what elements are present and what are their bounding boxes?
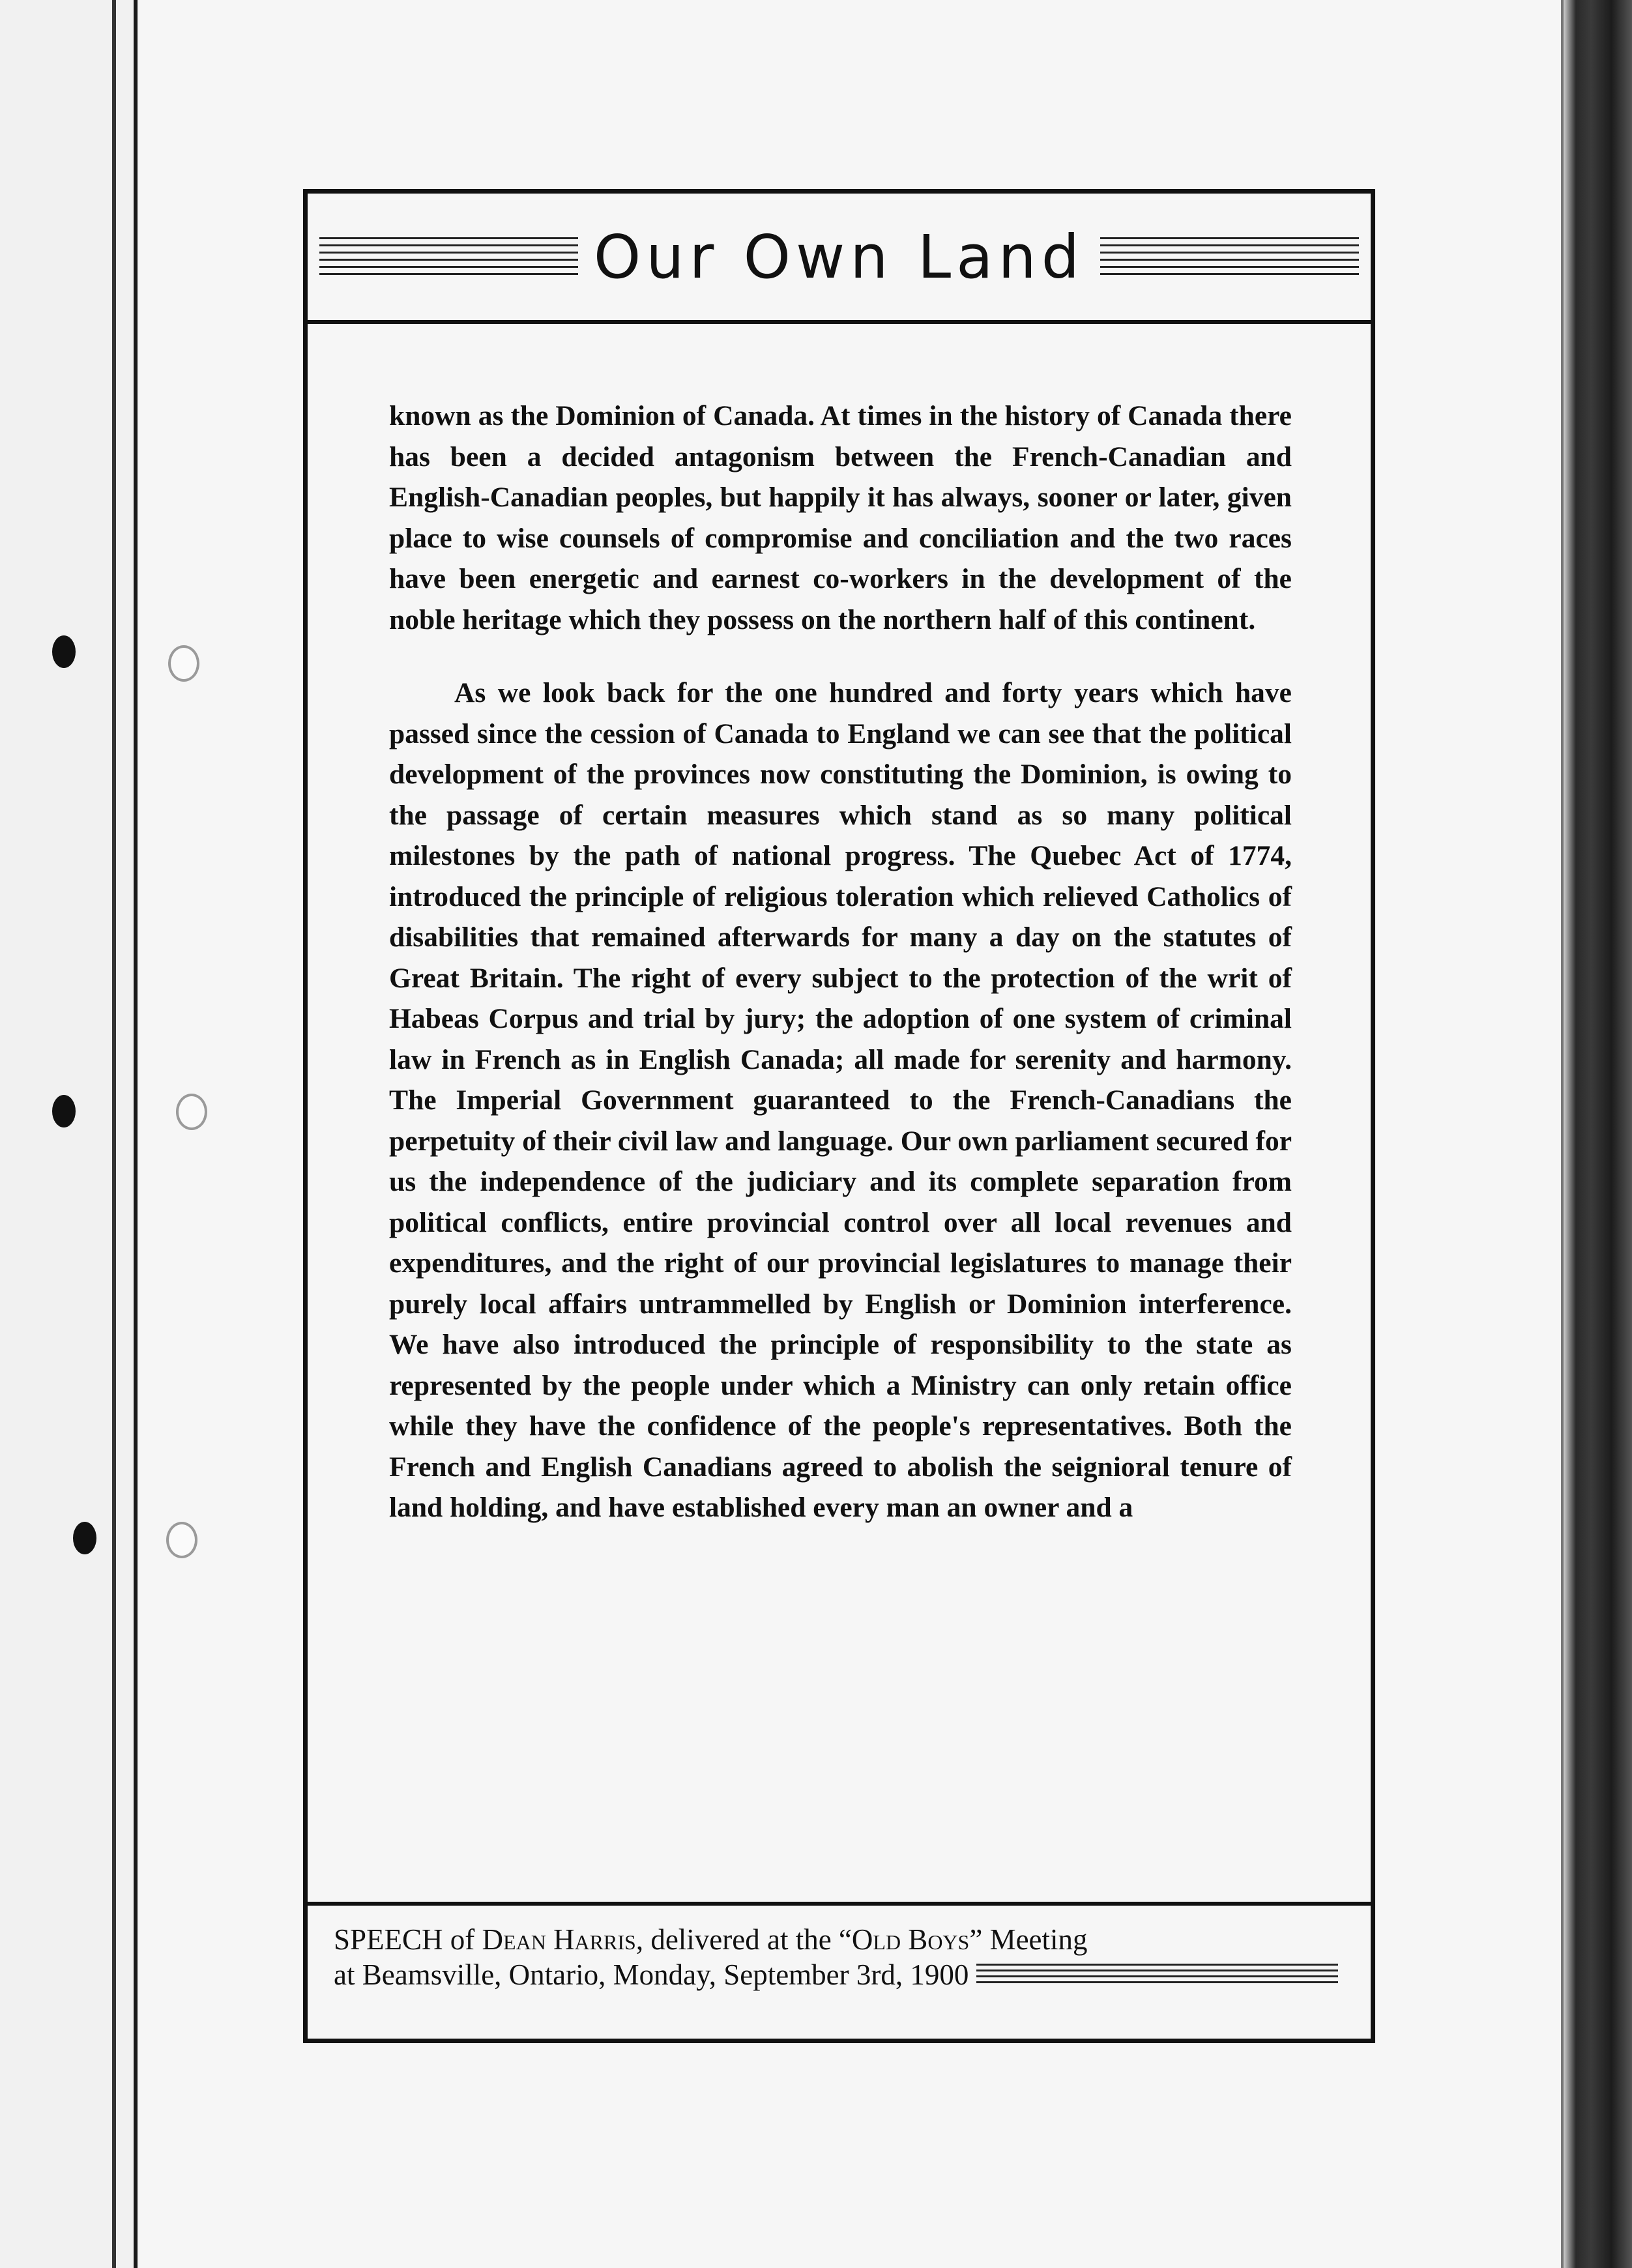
paragraph-1: known as the Dominion of Canada. At times in the history of Canada there has been a decided antagonism between the French-Canadian and English-Canadian peoples, but happily it has always, sooner or later, given place to wise counsels of compromise and conciliation and the two races have been energetic and earnest co-workers in the development of the noble heritage which they possess on the northern half of this continent. xyxy=(389,400,1292,635)
footer-speech: SPEECH xyxy=(334,1923,443,1956)
page-footer xyxy=(308,1902,1371,2039)
page-header xyxy=(308,194,1371,324)
footer-credit xyxy=(334,1922,1088,1957)
header-rule-left xyxy=(319,237,578,276)
scan-dark-edge xyxy=(1564,0,1632,2268)
punch-hole xyxy=(52,1095,76,1127)
footer-location-date: at Beamsville, Ontario, Monday, September 3rd, 1900 xyxy=(334,1958,969,1991)
body-text xyxy=(389,396,1292,1528)
footer-meeting: ” Meeting xyxy=(969,1923,1088,1956)
footer-group: Old Boys xyxy=(851,1923,970,1956)
footer-line-2 xyxy=(334,1957,1338,1992)
binding-edge xyxy=(0,0,138,2268)
page-title: Our Own Land xyxy=(593,222,1085,292)
footer-line-1 xyxy=(334,1922,1338,1957)
paragraph-2: As we look back for the one hundred and forty years which have passed since the cession of Canada to England we can see that the political development of the provinces now constituting the Dominion, is owing to the passage of certain measures which stand as so many political milestones by the path of national progress. The Quebec Act of 1774, introduced the principle of religious toleration which relieved Catholics of disabilities that remained afterwards for many a day on the statutes of Great Britain. The right of every subject to the protection of the writ of Habeas Corpus and trial by jury; the adoption of one system of criminal law in French as in English Canada; all made for serenity and harmony. The Imperial Government guaranteed to the French-Canadians the perpetuity of their civil law and language. Our own parliament secured for us the independence of the judiciary and its complete separation from political conflicts, entire provincial control over all local revenues and expenditures, and the right of our provincial legislatures to manage their purely local affairs untrammelled by English or Dominion interference. We have also introduced the principle of responsibility to the state as represented by the people under which a Ministry can only retain office while they have the confidence of the people's representatives. Both the French and English Canadians agreed to abolish the seignioral tenure of land holding, and have established every man an owner and a xyxy=(389,677,1292,1523)
page-frame xyxy=(303,189,1375,2043)
footer-rule xyxy=(976,1964,1338,1986)
header-rule-right xyxy=(1100,237,1359,276)
punch-hole-outline xyxy=(176,1094,207,1130)
punch-hole xyxy=(52,635,76,668)
punch-hole-outline xyxy=(168,645,199,682)
binding-thread xyxy=(112,0,116,2268)
footer-speaker: Dean Harris xyxy=(482,1923,636,1956)
footer-delivered: , delivered at the “ xyxy=(635,1923,852,1956)
footer-of: of xyxy=(450,1923,475,1956)
punch-hole-outline xyxy=(166,1522,197,1558)
punch-hole xyxy=(73,1522,96,1554)
